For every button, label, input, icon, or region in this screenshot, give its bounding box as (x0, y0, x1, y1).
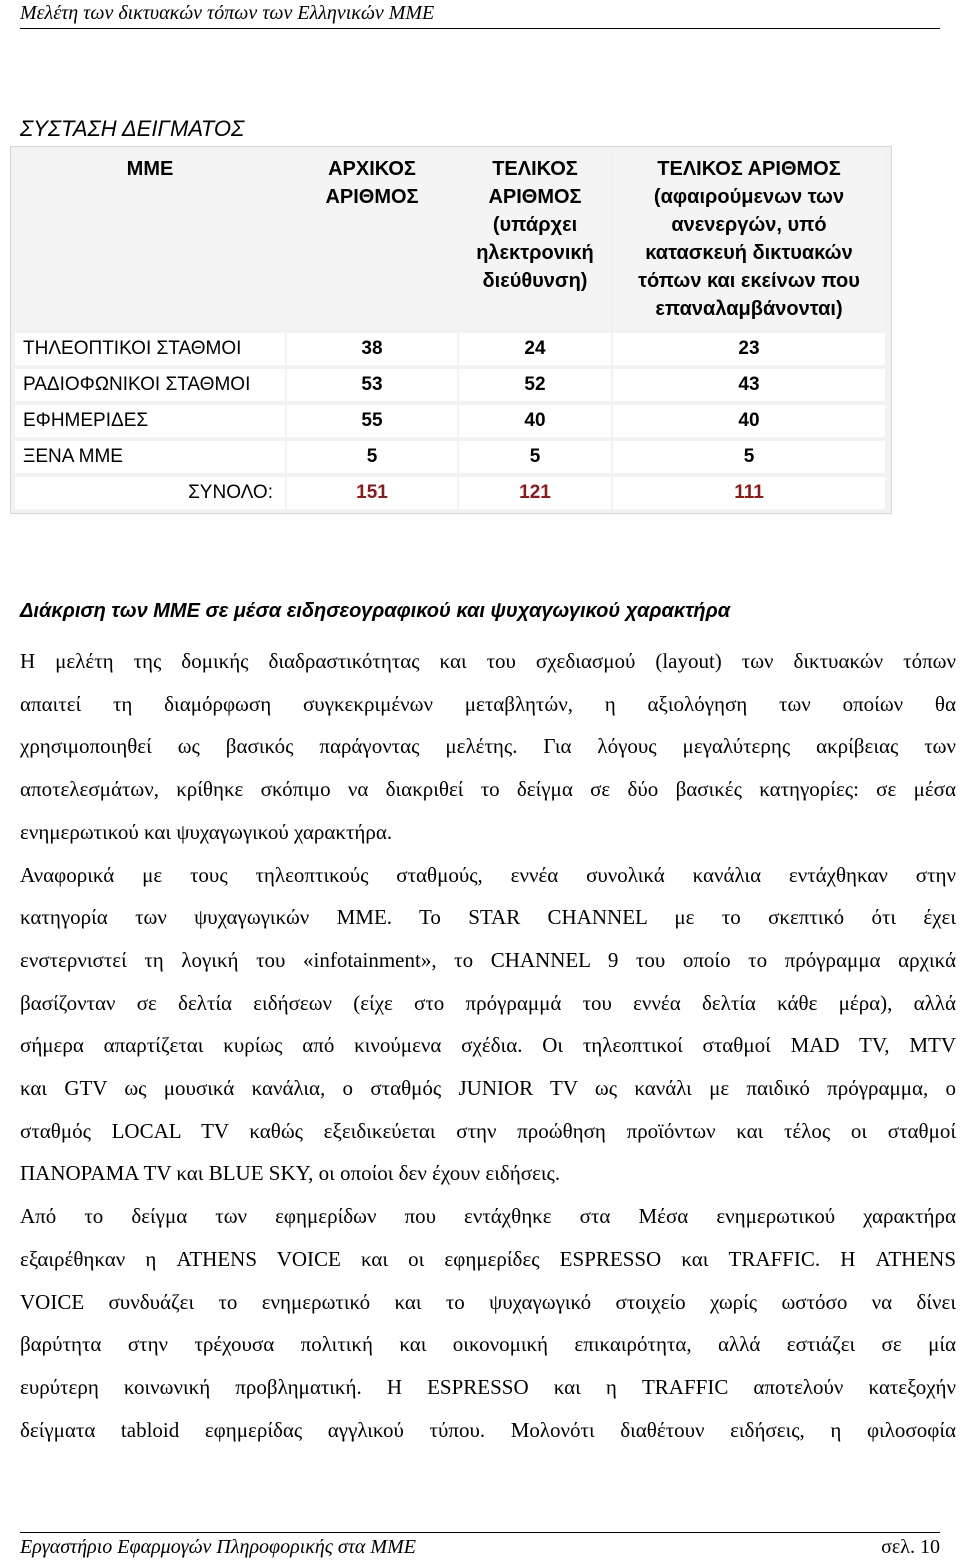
table-row-foreign-net: 5 (613, 441, 885, 473)
body-line: βαρύτητα στην τρέχουσα πολιτική και οικονομική επικαιρότητα, αλλά εστιάζει σε μία (20, 1332, 956, 1357)
body-line: δείγματα tabloid εφημερίδας αγγλικού τύπου. Μολονότι διαθέτουν ειδήσεις, η φιλοσοφία (20, 1417, 956, 1442)
subsection-title: Διάκριση των ΜΜΕ σε μέσα ειδησεογραφικού και ψυχαγωγικού χαρακτήρα (20, 600, 731, 622)
table-row-press-label: ΕΦΗΜΕΡΙΔΕΣ (15, 405, 285, 437)
sample-table (10, 146, 892, 514)
table-row-radio-final: 52 (459, 369, 611, 401)
body-text (20, 640, 956, 1451)
table-row-foreign-label: ΞΕΝΑ ΜΜΕ (15, 441, 285, 473)
table-row-press-final: 40 (459, 405, 611, 437)
page-number: σελ. 10 (881, 1536, 940, 1558)
table-header-final-net: ΤΕΛΙΚΟΣ ΑΡΙΘΜΟΣ (αφαιρούμενων των ανενεργών, υπό κατασκευή δικτυακών τόπων και εκείνων που επαναλαμβάνονται) (613, 151, 885, 329)
table-total-final: 121 (459, 477, 611, 509)
body-line: σήμερα απαρτίζεται κυρίως από κινούμενα σχέδια. Οι τηλεοπτικοί σταθμοί MAD TV, MTV (20, 1033, 956, 1058)
body-line: Από το δείγμα των εφημερίδων που εντάχθηκε στα Μέσα ενημερωτικού χαρακτήρα (20, 1204, 956, 1229)
table-row-tv-label: ΤΗΛΕΟΠΤΙΚΟΙ ΣΤΑΘΜΟΙ (15, 333, 285, 365)
header-rule (20, 28, 940, 29)
footer-rule (20, 1532, 940, 1533)
table-row-tv-final: 24 (459, 333, 611, 365)
table-total-initial: 151 (287, 477, 457, 509)
table-row-radio-initial: 53 (287, 369, 457, 401)
table-row-radio-label: ΡΑΔΙΟΦΩΝΙΚΟΙ ΣΤΑΘΜΟΙ (15, 369, 285, 401)
body-line: εξαιρέθηκαν η ATHENS VOICE και οι εφημερίδες ESPRESSO και TRAFFIC. Η ATHENS (20, 1246, 956, 1271)
table-row-tv-initial: 38 (287, 333, 457, 365)
table-total-label: ΣΥΝΟΛΟ: (15, 477, 285, 509)
running-header (20, 0, 940, 30)
body-line: απαιτεί τη διαμόρφωση συγκεκριμένων μεταβλητών, η αξιολόγηση των οποίων θα (20, 691, 956, 716)
table-row-radio-net: 43 (613, 369, 885, 401)
body-line: ευρύτερη κοινωνική προβληματική. Η ESPRESSO και η TRAFFIC αποτελούν κατεξοχήν (20, 1374, 956, 1399)
body-line: ΠΑΝΟΡΑΜΑ TV και BLUE SKY, οι οποίοι δεν έχουν ειδήσεις. (20, 1161, 561, 1186)
body-line: και GTV ως μουσικά κανάλια, ο σταθμός JUNIOR TV ως κανάλι με παιδικό πρόγραμμα, ο (20, 1076, 956, 1101)
table-header-final: ΤΕΛΙΚΟΣ ΑΡΙΘΜΟΣ (υπάρχει ηλεκτρονική διεύθυνση) (459, 151, 611, 329)
body-line: Αναφορικά με τους τηλεοπτικούς σταθμούς, εννέα συνολικά κανάλια εντάχθηκαν στην (20, 862, 956, 887)
header-title: Μελέτη των δικτυακών τόπων των Ελληνικών ΜΜΕ (20, 2, 435, 24)
footer-lab-name: Εργαστήριο Εφαρμογών Πληροφορικής στα ΜΜΕ (20, 1536, 416, 1558)
body-line: αποτελεσμάτων, κρίθηκε σκόπιμο να διακριθεί το δείγμα σε δύο βασικές κατηγορίες: σε μέσα (20, 777, 956, 802)
body-line: σταθμός LOCAL TV καθώς εξειδικεύεται στην προώθηση προϊόντων και τέλος οι σταθμοί (20, 1118, 956, 1143)
table-row-foreign-final: 5 (459, 441, 611, 473)
body-line: βασίζονταν σε δελτία ειδήσεων (είχε στο πρόγραμμά του εννέα δελτία κάθε μέρα), αλλά (20, 990, 956, 1015)
body-line: Η μελέτη της δομικής διαδραστικότητας και του σχεδιασμού (layout) των δικτυακών τόπων (20, 649, 956, 673)
body-line: VOICE συνδυάζει το ενημερωτικό και το ψυχαγωγικό στοιχείο χωρίς ωστόσο να δίνει (20, 1289, 956, 1314)
table-row-tv-net: 23 (613, 333, 885, 365)
table-header-media: ΜΜΕ (15, 151, 285, 329)
body-line: κατηγορία των ψυχαγωγικών ΜΜΕ. Το STAR CHANNEL με το σκεπτικό ότι έχει (20, 905, 956, 930)
body-line: ενημερωτικού και ψυχαγωγικού χαρακτήρα. (20, 819, 393, 844)
table-row-press-initial: 55 (287, 405, 457, 437)
table-row-foreign-initial: 5 (287, 441, 457, 473)
body-line: χρησιμοποιηθεί ως βασικός παράγοντας μελέτης. Για λόγους μεγαλύτερης ακρίβειας των (20, 734, 956, 759)
table-header-initial: ΑΡΧΙΚΟΣ ΑΡΙΘΜΟΣ (287, 151, 457, 329)
table-row-press-net: 40 (613, 405, 885, 437)
section-title: ΣΥΣΤΑΣΗ ΔΕΙΓΜΑΤΟΣ (20, 116, 245, 141)
table-total-net: 111 (613, 477, 885, 509)
body-line: ενστερνιστεί τη λογική του «infotainment», το CHANNEL 9 του οποίο το πρόγραμμα αρχικά (20, 947, 956, 972)
